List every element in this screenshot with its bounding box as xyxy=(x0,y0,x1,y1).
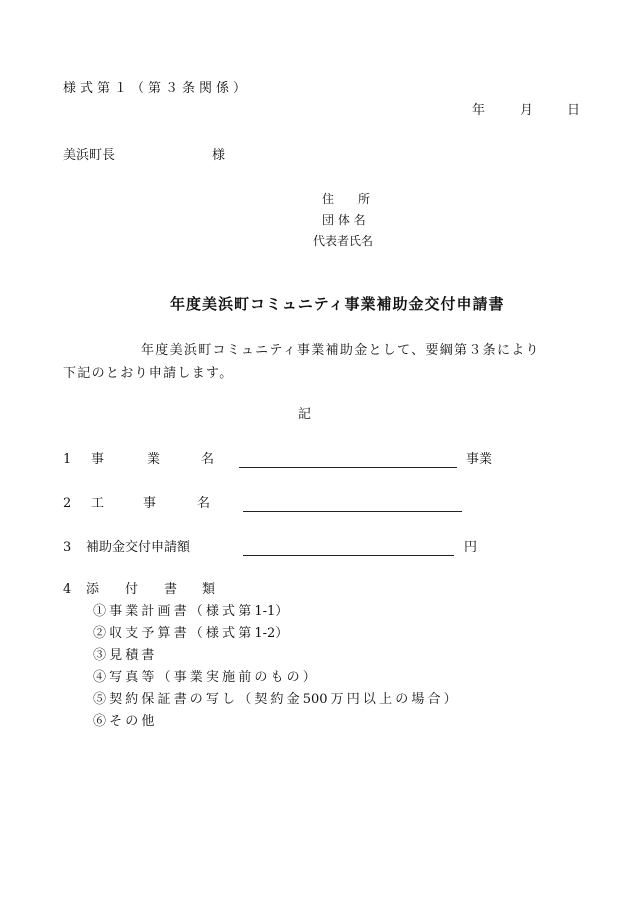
address-label: 住 所 xyxy=(322,192,371,206)
item-label: 補助金交付申請額 xyxy=(86,540,191,555)
document-title: 年度美浜町コミュニティ事業補助金交付申請書 xyxy=(170,295,505,313)
label-char: 工 xyxy=(91,496,105,511)
label-char: 事 xyxy=(143,496,157,511)
label-char: 書 xyxy=(164,582,178,597)
label-char: 名 xyxy=(197,496,211,511)
list-item: ③ 見 積 書 xyxy=(93,648,155,663)
item-suffix: 事業 xyxy=(466,452,493,467)
date-month-label: 月 xyxy=(520,103,534,118)
item-number: 4 xyxy=(63,582,72,597)
form-number: 様式第１（第３条関係） xyxy=(63,81,251,96)
ki-heading: 記 xyxy=(298,407,312,422)
date-day-label: 日 xyxy=(567,103,581,118)
construction-name-field[interactable] xyxy=(243,511,462,512)
item-suffix: 円 xyxy=(464,540,478,555)
list-item: ④ 写 真 等 （ 事 業 実 施 前 の も の ） xyxy=(93,670,316,685)
body-line-2: 下記のとおり申請します。 xyxy=(63,366,234,381)
label-char: 名 xyxy=(201,452,215,467)
item-number: 2 xyxy=(63,496,72,511)
label-char: 類 xyxy=(202,582,216,597)
list-item: ⑥ そ の 他 xyxy=(93,714,155,729)
subsidy-amount-field[interactable] xyxy=(243,555,454,556)
item-number: 1 xyxy=(63,452,72,467)
label-char: 付 xyxy=(125,582,139,597)
label-char: 添 xyxy=(86,582,100,597)
list-item: ① 事 業 計 画 書 （ 様 式 第 1-1） xyxy=(93,604,289,619)
addressee-honorific: 様 xyxy=(212,148,226,163)
addressee-name: 美浜町長 xyxy=(63,148,116,163)
list-item: ② 収 支 予 算 書 （ 様 式 第 1-2） xyxy=(93,626,289,641)
list-item: ⑤ 契 約 保 証 書 の 写 し （ 契 約 金 500 万 円 以 上 の 場 合 ） xyxy=(93,692,457,707)
label-char: 業 xyxy=(147,452,161,467)
project-name-field[interactable] xyxy=(239,467,457,468)
date-year-label: 年 xyxy=(472,103,486,118)
representative-label: 代表者氏名 xyxy=(313,234,374,248)
item-number: 3 xyxy=(63,540,72,555)
label-char: 事 xyxy=(91,452,105,467)
group-name-label: 団 体 名 xyxy=(322,213,366,227)
body-line-1: 年度美浜町コミュニティ事業補助金として、要綱第３条により xyxy=(141,343,540,358)
